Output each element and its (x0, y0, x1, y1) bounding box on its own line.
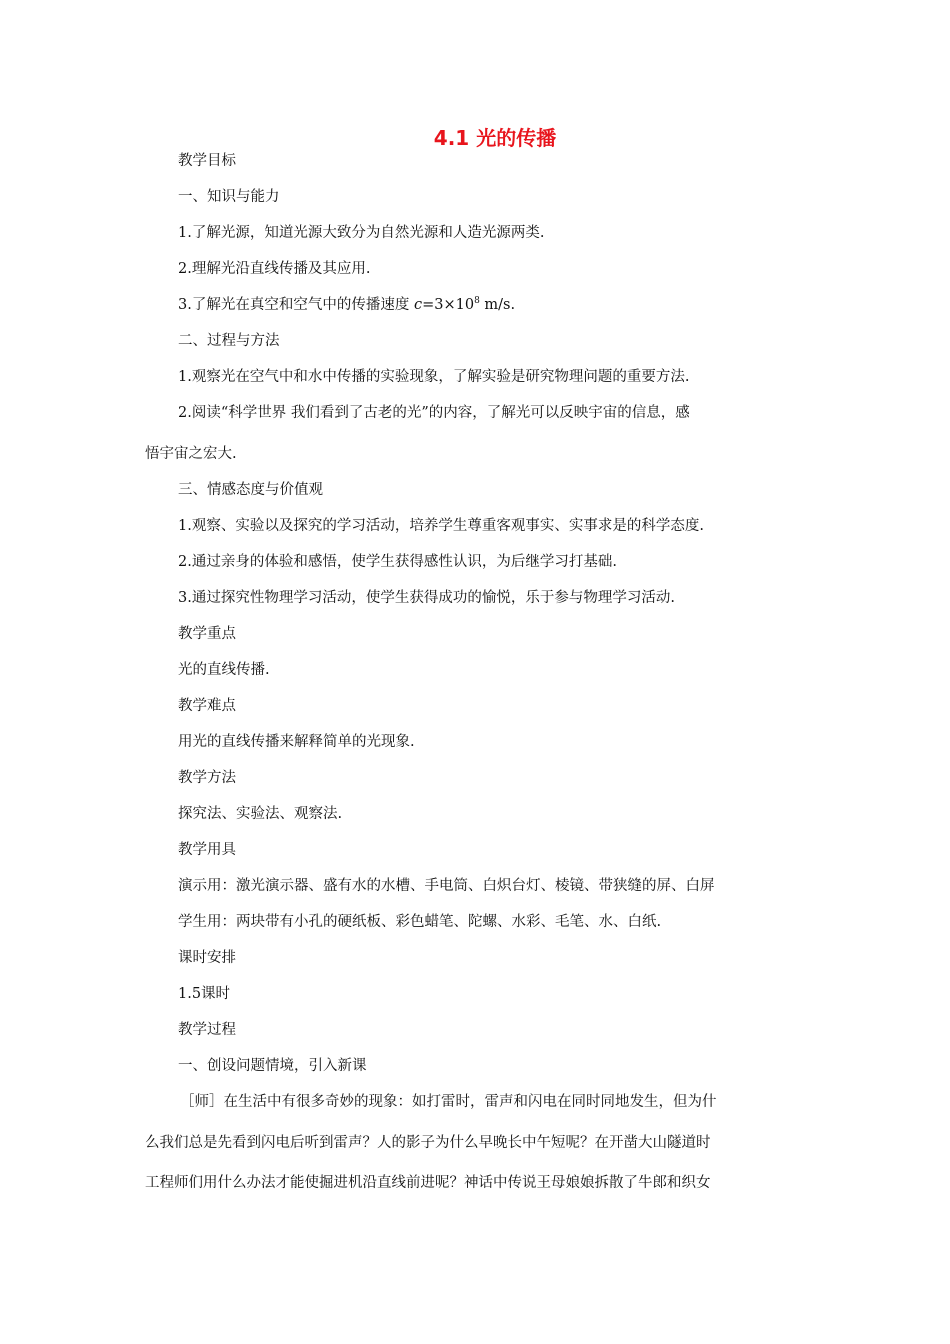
objectives-heading: 教学目标 (178, 153, 236, 169)
process-item-1: 1.观察光在空气中和水中传播的实验现象，了解实验是研究物理问题的重要方法. (178, 369, 690, 385)
knowledge-item-3 (178, 295, 515, 315)
exponent: 8 (474, 296, 480, 306)
section-attitude-heading: 三、情感态度与价值观 (178, 482, 323, 498)
knowledge-item-2: 2.理解光沿直线传播及其应用. (178, 261, 371, 277)
knowledge-item-3-post: m/s. (479, 297, 516, 313)
teaching-process-heading: 教学过程 (178, 1022, 236, 1038)
attitude-item-3: 3.通过探究性物理学习活动，使学生获得成功的愉悦，乐于参与物理学习活动. (178, 590, 675, 606)
process-item-2-line-2: 悟宇宙之宏大. (145, 446, 237, 462)
schedule-heading: 课时安排 (178, 950, 236, 966)
process-item-2-line-1: 2.阅读“科学世界 我们看到了古老的光”的内容，了解光可以反映宇宙的信息，感 (178, 405, 690, 421)
difficulty-heading: 教学难点 (178, 698, 236, 714)
paragraph-line-3: 工程师们用什么办法才能使掘进机沿直线前进呢？神话中传说王母娘娘拆散了牛郎和织女 (145, 1175, 711, 1191)
schedule-text: 1.5课时 (178, 986, 231, 1002)
document-title: 4.1 光的传播 (433, 126, 557, 150)
tools-student: 学生用：两块带有小孔的硬纸板、彩色蜡笔、陀螺、水彩、毛笔、水、白纸. (178, 914, 662, 930)
key-point-heading: 教学重点 (178, 626, 236, 642)
knowledge-item-3-pre: 3.了解光在真空和空气中的传播速度 (178, 297, 414, 313)
method-text: 探究法、实验法、观察法. (178, 806, 343, 822)
attitude-item-2: 2.通过亲身的体验和感悟，使学生获得感性认识，为后继学习打基础. (178, 554, 617, 570)
attitude-item-1: 1.观察、实验以及探究的学习活动，培养学生尊重客观事实、实事求是的科学态度. (178, 518, 704, 534)
key-point-text: 光的直线传播. (178, 662, 270, 678)
speed-variable: c (413, 297, 423, 313)
paragraph-line-2: 么我们总是先看到闪电后听到雷声？人的影子为什么早晚长中午短呢？在开凿大山隧道时 (145, 1135, 711, 1151)
knowledge-item-3-mid: =3×10 (422, 297, 475, 313)
section-process-method-heading: 二、过程与方法 (178, 333, 280, 349)
method-heading: 教学方法 (178, 770, 236, 786)
difficulty-text: 用光的直线传播来解释简单的光现象. (178, 734, 415, 750)
process-section-1-heading: 一、创设问题情境，引入新课 (178, 1058, 367, 1074)
tools-heading: 教学用具 (178, 842, 236, 858)
section-knowledge-heading: 一、知识与能力 (178, 189, 280, 205)
knowledge-item-1: 1.了解光源，知道光源大致分为自然光源和人造光源两类. (178, 225, 545, 241)
paragraph-line-1: ［师］在生活中有很多奇妙的现象：如打雷时，雷声和闪电在同时同地发生，但为什 (180, 1094, 717, 1110)
tools-demo: 演示用：激光演示器、盛有水的水槽、手电筒、白炽台灯、棱镜、带狭缝的屏、白屏 (178, 878, 715, 894)
